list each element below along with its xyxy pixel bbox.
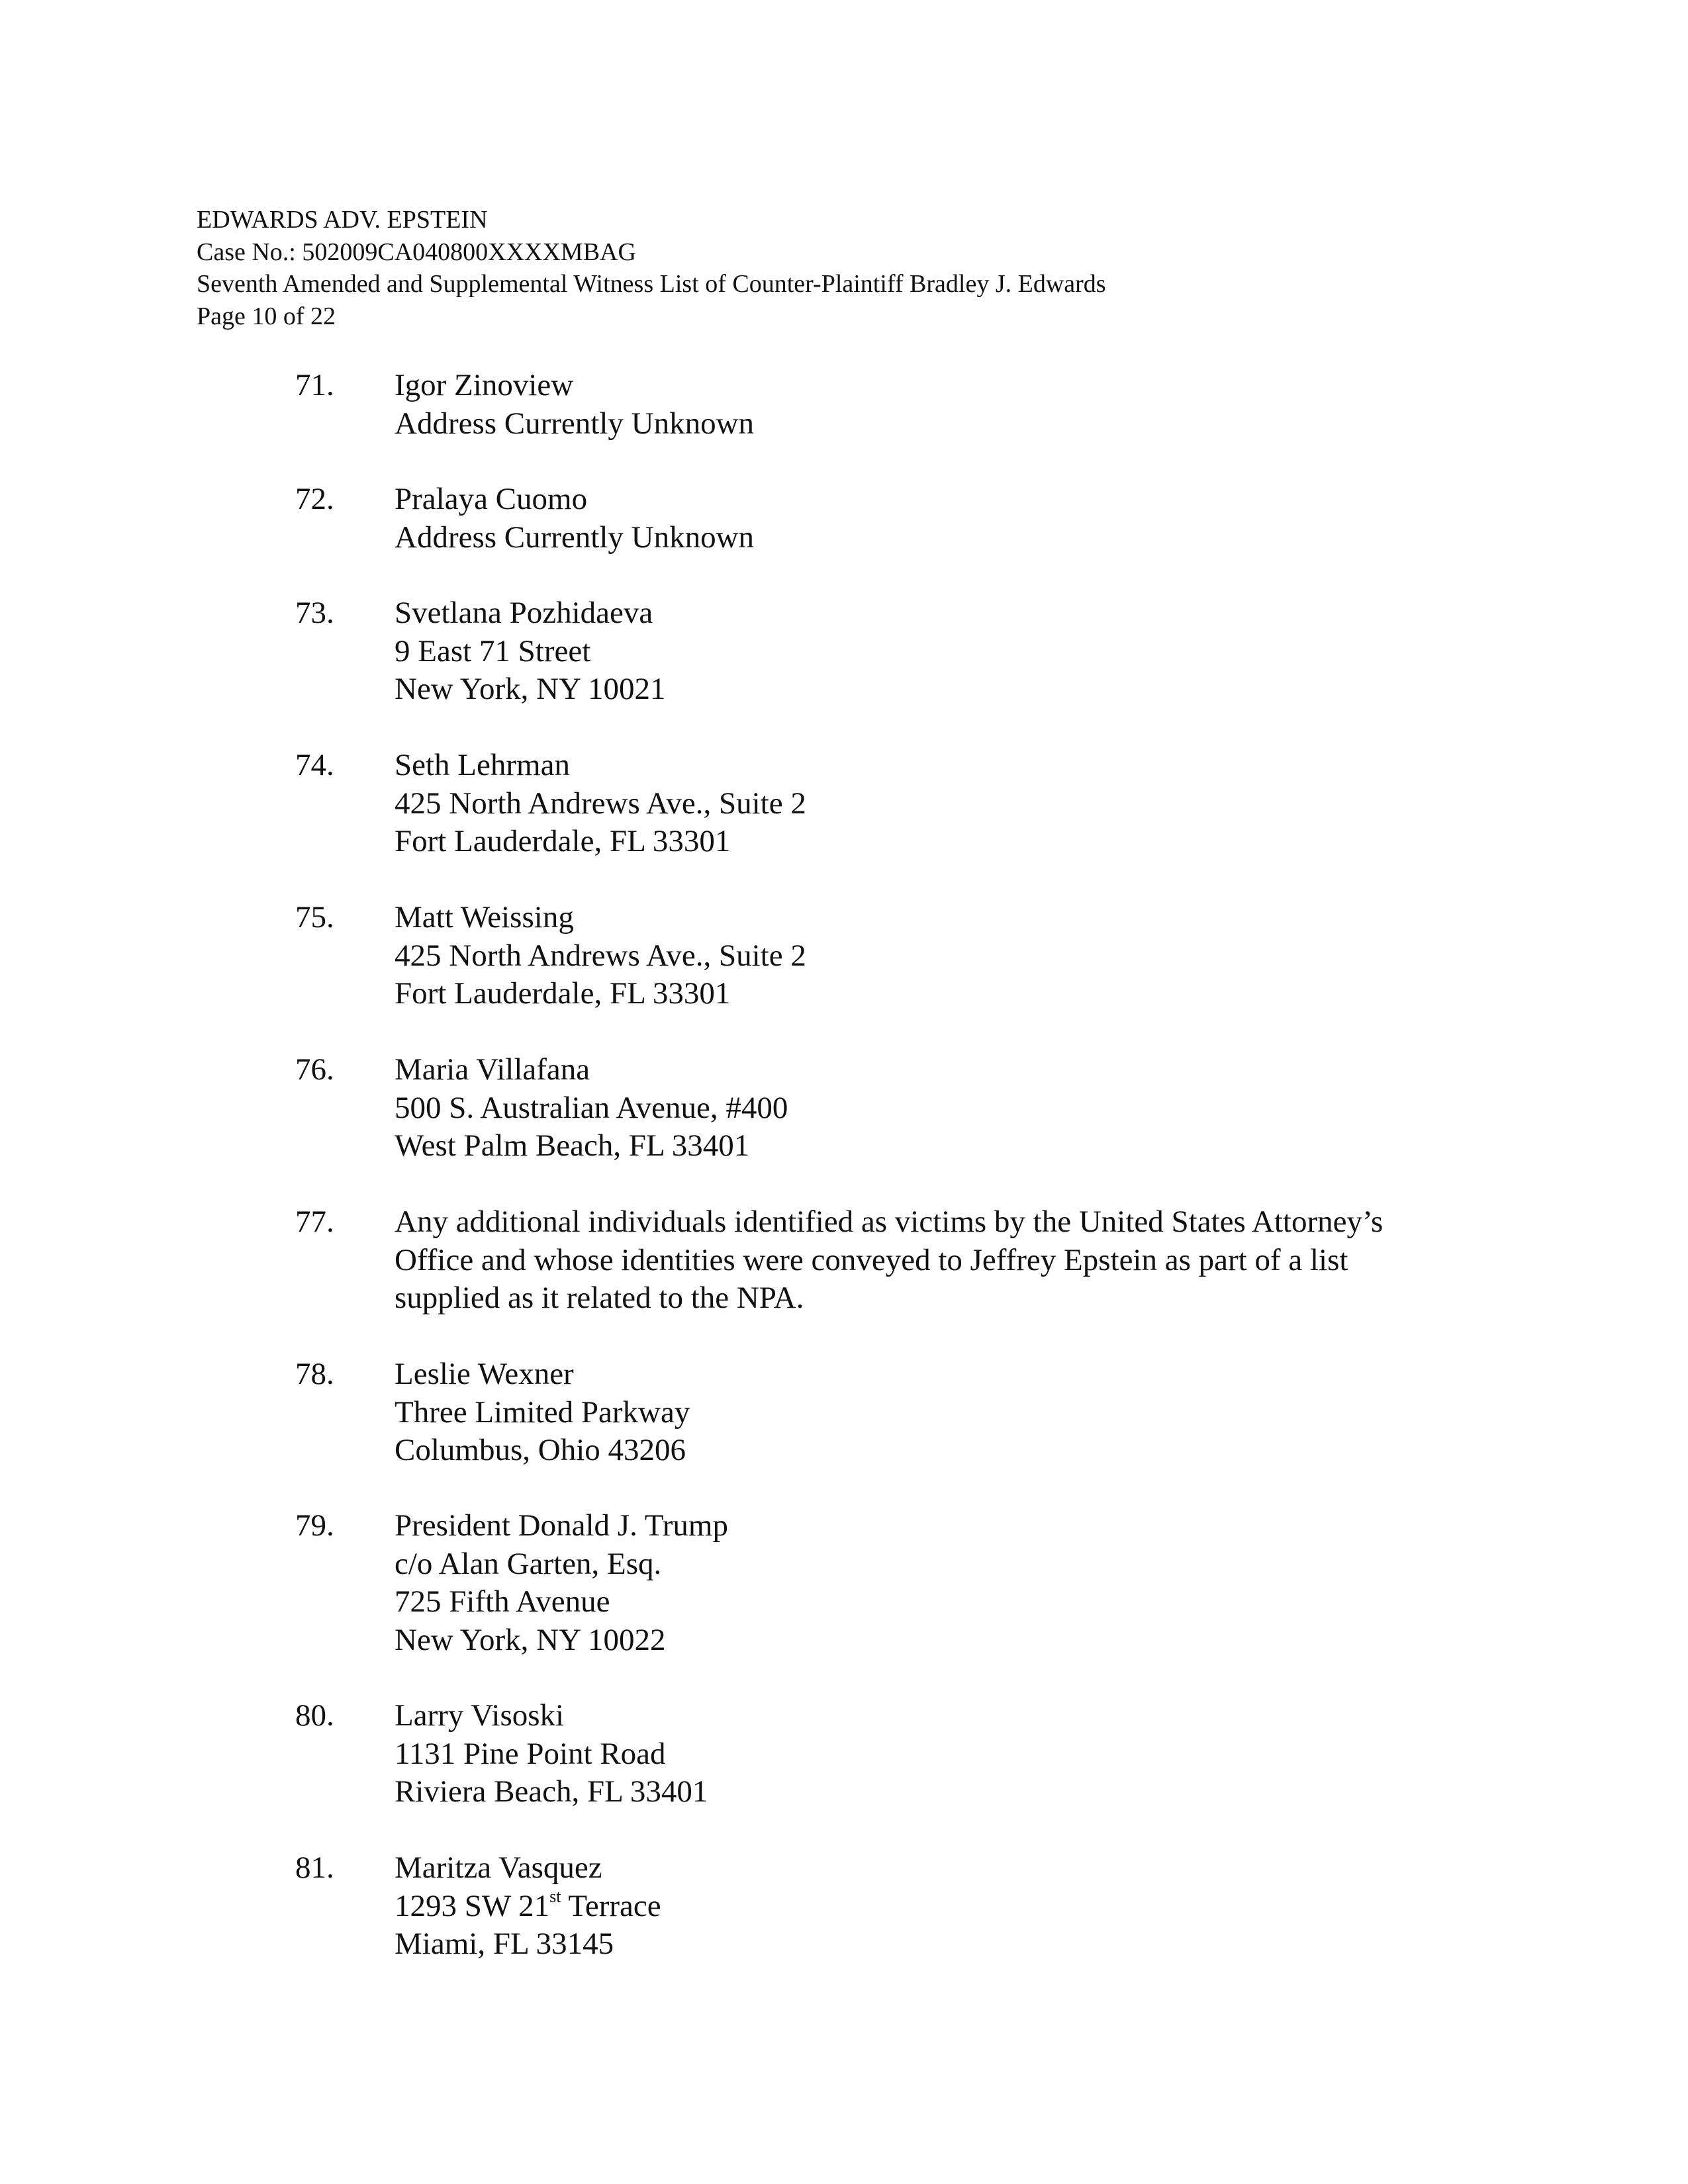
witness-city: New York, NY 10022: [395, 1622, 666, 1657]
witness-name: President Donald J. Trump: [395, 1508, 728, 1543]
entry-number: 77.: [295, 1205, 334, 1239]
witness-name: Maritza Vasquez: [395, 1850, 602, 1885]
entry-number: 73.: [295, 596, 334, 630]
entry-number: 76.: [295, 1052, 334, 1087]
witness-name: Matt Weissing: [395, 900, 574, 934]
witness-address: Address Currently Unknown: [395, 520, 755, 555]
witness-city: Columbus, Ohio 43206: [395, 1433, 686, 1467]
entry-number: 71.: [295, 368, 334, 402]
entry-number: 78.: [295, 1357, 334, 1391]
witness-address: 425 North Andrews Ave., Suite 2: [395, 786, 806, 821]
witness-address: 1131 Pine Point Road: [395, 1736, 666, 1771]
witness-city: New York, NY 10021: [395, 672, 666, 706]
witness-city: Fort Lauderdale, FL 33301: [395, 976, 731, 1011]
case-number: Case No.: 502009CA040800XXXXMBAG: [197, 238, 636, 266]
witness-name: Svetlana Pozhidaeva: [395, 596, 653, 630]
address-street-number: 1293 SW 21: [395, 1888, 550, 1923]
witness-address: Address Currently Unknown: [395, 406, 755, 441]
entry-number: 79.: [295, 1508, 334, 1543]
document-title: Seventh Amended and Supplemental Witness List of Counter-Plaintiff Bradley J. Edwards: [197, 270, 1106, 298]
entry-number: 81.: [295, 1850, 334, 1885]
witness-name: Larry Visoski: [395, 1698, 565, 1733]
entry-number: 80.: [295, 1698, 334, 1733]
entry-number: 74.: [295, 748, 334, 782]
witness-name: Maria Villafana: [395, 1052, 590, 1087]
witness-city: Fort Lauderdale, FL 33301: [395, 824, 731, 858]
witness-city: West Palm Beach, FL 33401: [395, 1128, 750, 1163]
witness-name: Pralaya Cuomo: [395, 482, 588, 516]
witness-name: Seth Lehrman: [395, 748, 570, 782]
witness-city: Miami, FL 33145: [395, 1927, 614, 1961]
witness-address: [395, 1888, 1480, 1926]
entry-number: 72.: [295, 482, 334, 516]
witness-name: Leslie Wexner: [395, 1357, 574, 1391]
entry-text-line: Office and whose identities were conveyed to Jeffrey Epstein as part of a list: [395, 1242, 1348, 1277]
witness-address: 425 North Andrews Ave., Suite 2: [395, 938, 806, 973]
entry-text-line: supplied as it related to the NPA.: [395, 1281, 804, 1315]
witness-care-of: c/o Alan Garten, Esq.: [395, 1546, 662, 1581]
address-street-type: Terrace: [561, 1888, 661, 1923]
ordinal-suffix: st: [549, 1886, 561, 1906]
entry-text-line: Any additional individuals identified as victims by the United States Attorney’s: [395, 1205, 1383, 1239]
witness-address: Three Limited Parkway: [395, 1394, 690, 1430]
witness-address: 9 East 71 Street: [395, 633, 591, 668]
witness-address: 500 S. Australian Avenue, #400: [395, 1090, 788, 1125]
witness-address: 725 Fifth Avenue: [395, 1584, 610, 1619]
witness-name: Igor Zinoview: [395, 368, 574, 402]
entry-number: 75.: [295, 900, 334, 934]
page-number: Page 10 of 22: [197, 302, 336, 330]
case-caption: EDWARDS ADV. EPSTEIN: [197, 206, 488, 234]
witness-city: Riviera Beach, FL 33401: [395, 1774, 708, 1809]
